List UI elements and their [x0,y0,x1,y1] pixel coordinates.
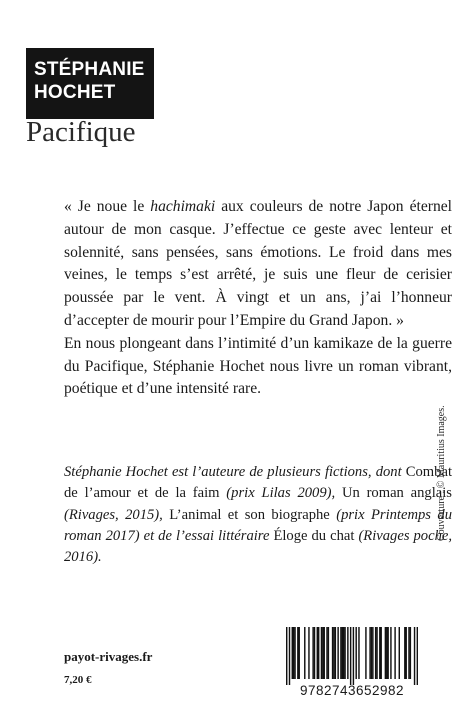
barcode-bar [380,627,381,679]
publisher-website: payot-rivages.fr [64,649,153,664]
barcode-bar [328,627,329,679]
blurb-quote-italic-segment: hachimaki [150,198,216,215]
barcode-bar [394,627,395,679]
price: 7,20 € [64,674,92,686]
bio-italic-segment: (Rivages, 2015), [64,506,170,523]
barcode-bar [340,627,341,679]
barcode-bar [417,627,418,685]
book-title: Pacifique [26,116,136,148]
barcode-bar [350,627,351,685]
barcode-bar [289,627,290,685]
barcode-bar [376,627,377,679]
barcode-bar [335,627,336,679]
barcode-bar [355,627,356,679]
barcode-bar [293,627,294,679]
bio-italic-segment: (prix Printemps du roman 2017) et de l’essai littéraire [64,506,452,544]
barcode-bar [308,627,309,679]
blurb-quote-roman-segment: aux couleurs de notre Japon éternel autour de mon casque. J’effectue ce geste avec lenteur et solennité, sans pensées, sans émotions. Le froid dans mes veines, le temps s’est arrêté, je suis une fleur de cerisier poussée par le vent. À vingt et un ans, j’ai l’honneur d’accepter de mourir pour l’Empire du Grand Japon. » [64,198,452,329]
barcode-bar [332,627,333,679]
barcode-bar [408,627,409,679]
author-name-block [26,48,154,119]
barcode-bar [299,627,300,679]
barcode-bars [286,627,418,685]
barcode-bar [369,627,370,679]
bio-roman-segment: L’animal et son biographe [169,506,337,523]
barcode-bar [387,627,388,679]
bio-roman-segment: Combat de l’amour et de la faim [64,464,452,502]
author-first-name: STÉPHANIE [34,59,145,80]
barcode-bar [322,627,323,679]
author-last-name: HOCHET [34,82,116,103]
bio-italic-segment: (Rivages poche, 2016). [64,527,453,566]
barcode-bar [410,627,411,679]
isbn-number: 9782743652982 [299,683,405,698]
barcode-bar [399,627,400,679]
blurb-quote-roman-segment: « Je noue le [64,198,151,215]
barcode-bar [358,627,359,679]
barcode-bar [317,627,318,679]
barcode-bar [404,627,405,679]
barcode-bar [386,627,387,679]
blurb-summary: En nous plongeant dans l’intimité d’un kamikaze de la guerre du Pacifique, Stéphanie Hochet nous livre un roman vibrant, poétique et d’une intensité rare. [64,334,452,398]
bio-italic-segment: Stéphanie Hochet est l’auteure de plusieurs fictions, dont [64,464,406,480]
isbn-barcode [277,623,427,703]
barcode-bar [304,627,305,679]
barcode-bar [372,627,373,679]
barcode-bar [365,627,366,679]
barcode-bar [375,627,376,679]
barcode-bar [318,627,319,679]
barcode-bar [343,627,344,679]
barcode-bar [414,627,415,685]
cover-photo-credit: Couverture : © Mauritius Images. [436,405,447,541]
bio-roman-segment: Un roman anglais [341,485,452,502]
bio-roman-segment: Éloge du chat [273,527,359,544]
barcode-bar [344,627,345,679]
barcode-bar [347,627,348,679]
back-cover-blurb [64,196,452,401]
bio-italic-segment: (prix Lilas 2009), [226,485,342,502]
barcode-bar [333,627,334,679]
blurb-quote [64,196,452,333]
barcode-bar [337,627,338,679]
author-bio [64,462,452,568]
barcode-bar [321,627,322,679]
barcode-bar [379,627,380,679]
barcode-bar [405,627,406,679]
barcode-bar [314,627,315,679]
barcode-bar [390,627,391,679]
barcode-bar [324,627,325,679]
barcode-bar [312,627,313,679]
barcode-bar [353,627,354,685]
barcode-bar [342,627,343,679]
barcode-bar [292,627,293,679]
barcode-bar [371,627,372,679]
barcode-bar [294,627,295,679]
barcode-bar [385,627,386,679]
barcode-bar [297,627,298,679]
barcode-bar [326,627,327,679]
barcode-bar [286,627,287,685]
